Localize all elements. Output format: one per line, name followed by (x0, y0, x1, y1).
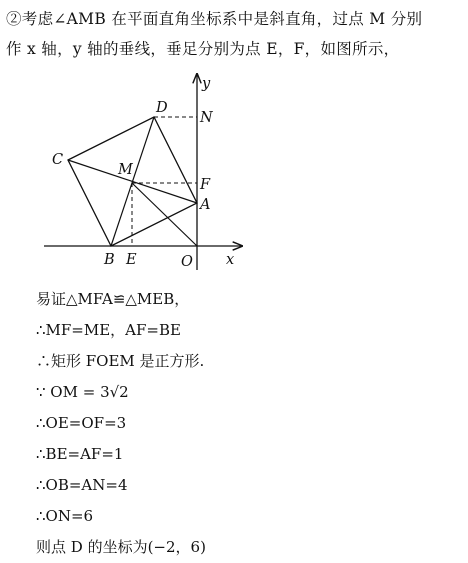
label-c: C (52, 152, 64, 168)
problem-intro (6, 4, 464, 64)
step-line: ∴OE=OF=3 (36, 414, 127, 432)
step-line: ∴BE=AF=1 (36, 445, 124, 463)
label-a: A (200, 197, 211, 213)
label-x: x (226, 252, 235, 268)
coordinate-diagram (40, 70, 250, 275)
solution-steps (36, 284, 456, 563)
step-line: ∴ON=6 (36, 507, 94, 525)
label-y: y (202, 76, 211, 92)
step-line: 则点 D 的坐标为(−2，6) (36, 538, 206, 556)
label-b: B (104, 252, 115, 268)
label-f: F (200, 177, 211, 193)
label-m: M (118, 162, 133, 178)
label-o: O (181, 254, 193, 270)
label-n: N (200, 110, 213, 126)
step-line: 易证△MFA≌△MEB， (36, 290, 190, 308)
intro-line-1: ②考虑∠AMB 在平面直角坐标系中是斜直角，过点 M 分别 (6, 10, 423, 28)
label-e: E (126, 252, 137, 268)
step-line: ∴矩形 FOEM 是正方形. (36, 352, 205, 370)
intro-line-2: 作 x 轴，y 轴的垂线，垂足分别为点 E，F，如图所示， (6, 40, 400, 58)
step-line: ∴OB=AN=4 (36, 476, 128, 494)
geometry-figure (40, 70, 250, 275)
step-line: ∴MF=ME，AF=BE (36, 321, 181, 339)
label-d: D (156, 100, 168, 116)
step-line: ∵ OM = 3√2 (36, 383, 129, 401)
